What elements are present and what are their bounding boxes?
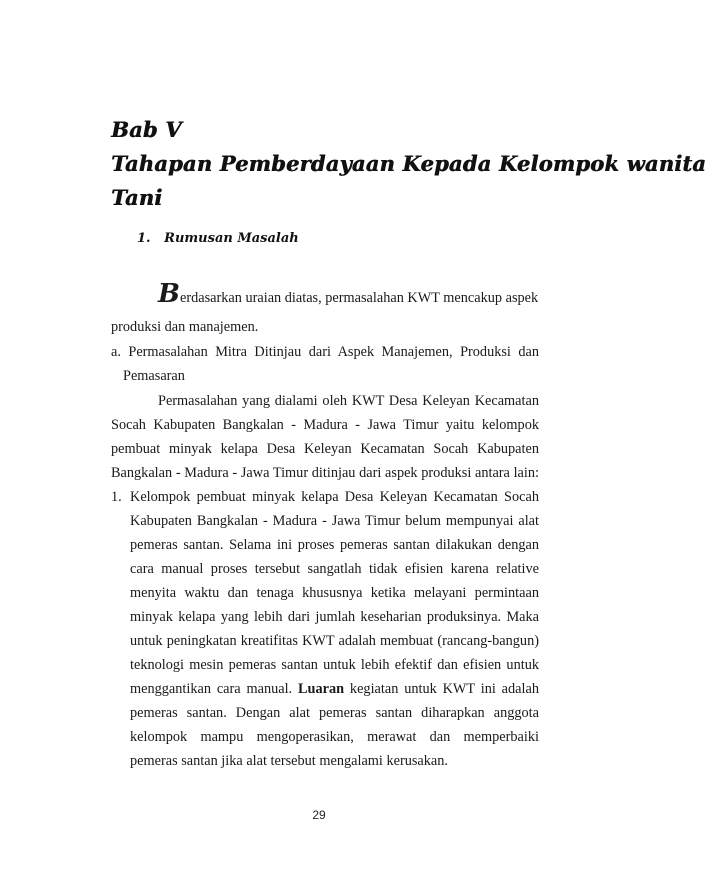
intro-second-line: produksi dan manajemen. xyxy=(111,319,259,335)
dropcap-letter: B xyxy=(158,279,180,309)
list-number: 1. xyxy=(111,489,122,505)
list-item-line: Kelompok pembuat minyak kelapa Desa Keleyan Kecamatan Socah xyxy=(130,489,539,505)
chapter-title-continued: Tani xyxy=(111,185,163,210)
section-number: 1. xyxy=(137,231,151,246)
paragraph-line: Permasalahan yang dialami oleh KWT Desa Keleyan Kecamatan xyxy=(158,393,539,409)
list-item-line: Kabupaten Bangkalan - Madura - Jawa Timur belum mempunyai alat xyxy=(130,513,539,529)
section-heading xyxy=(137,231,299,246)
subsection-heading: a. Permasalahan Mitra Ditinjau dari Aspek Manajemen, Produksi dan xyxy=(111,344,539,360)
list-item-line: pemeras santan. Selama ini proses pemeras santan dilakukan dengan xyxy=(130,537,539,553)
list-item-line-luaran xyxy=(130,681,539,701)
paragraph-line: Socah Kabupaten Bangkalan - Madura - Jawa Timur yaitu kelompok xyxy=(111,417,539,433)
list-item-line: teknologi mesin pemeras santan untuk lebih efektif dan efisien untuk xyxy=(130,657,539,673)
section-title: Rumusan Masalah xyxy=(164,231,299,246)
intro-first-line xyxy=(158,279,539,309)
paragraph-line: pembuat minyak kelapa Desa Keleyan Kecamatan Socah Kabupaten xyxy=(111,441,539,457)
chapter-title: Tahapan Pemberdayaan Kepada Kelompok wanita xyxy=(111,151,706,176)
list-item-line: minyak kelapa yang lebih dari jumlah keseharian produksinya. Maka xyxy=(130,609,539,625)
subsection-heading-continued: Pemasaran xyxy=(123,368,185,384)
list-item-line: cara manual proses tersebut sangatlah tidak efisien karena relative xyxy=(130,561,539,577)
intro-first-text: erdasarkan uraian diatas, permasalahan KWT mencakup aspek xyxy=(179,290,539,306)
luaran-bold-text: Luaran xyxy=(297,681,345,697)
chapter-heading xyxy=(111,113,706,215)
list-item-line: pemeras santan. Dengan alat pemeras santan diharapkan anggota xyxy=(130,705,539,721)
luaran-pre-text: menggantikan cara manual. xyxy=(130,681,293,697)
list-item-line: untuk peningkatan kreatifitas KWT adalah membuat (rancang-bangun) xyxy=(130,633,539,649)
luaran-post-text: kegiatan untuk KWT ini adalah xyxy=(349,681,539,697)
list-item-line: kelompok mampu mengoperasikan, merawat dan memperbaiki xyxy=(130,729,539,745)
paragraph-line: Bangkalan - Madura - Jawa Timur ditinjau dari aspek produksi antara lain: xyxy=(111,465,539,481)
list-item-last-line: pemeras santan jika alat tersebut mengalami kerusakan. xyxy=(130,753,448,769)
page-number: 29 xyxy=(312,808,326,822)
list-item-line: menyita waktu dan tenaga khususnya ketika melayani permintaan xyxy=(130,585,539,601)
chapter-number: Bab V xyxy=(111,117,182,142)
